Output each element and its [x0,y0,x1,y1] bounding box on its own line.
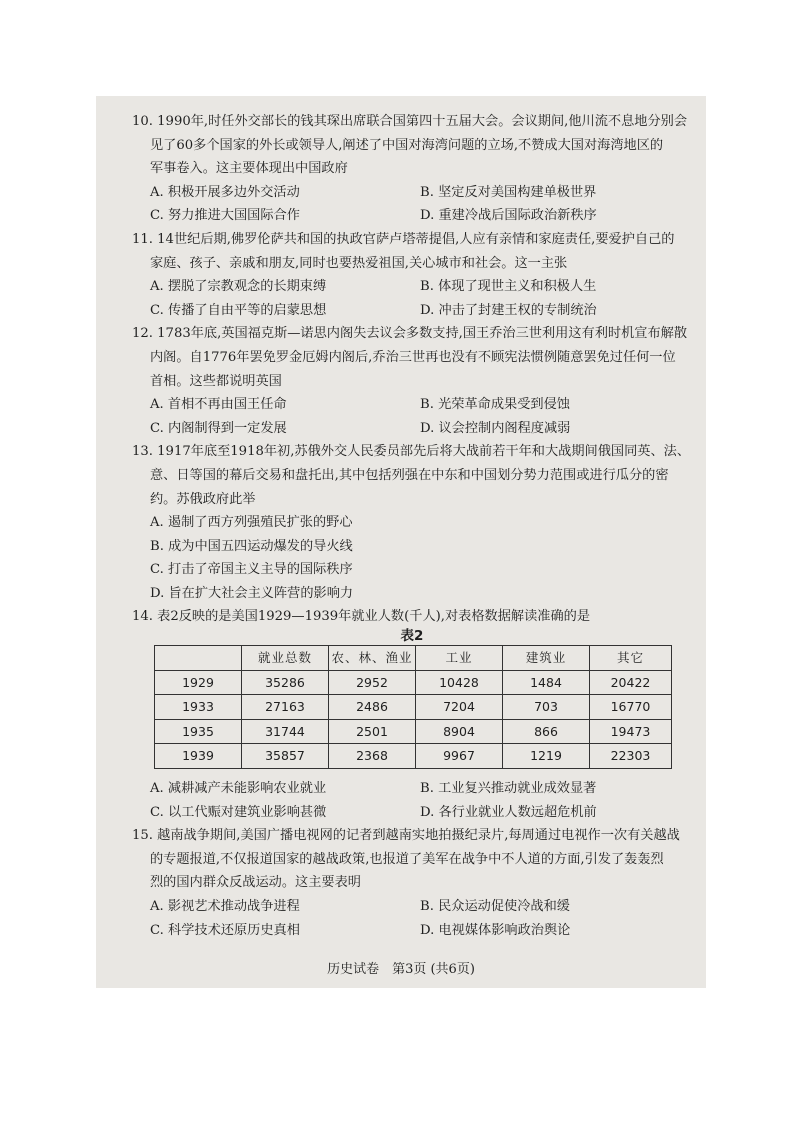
table-cell: 866 [503,719,590,744]
table-cell: 2952 [329,670,416,695]
option-b: B. 体现了现世主义和积极人生 [420,279,597,295]
question-stem-line: 13. 1917年底至1918年初,苏俄外交人民委员部先后将大战前若干年和大战期间俄国同英、法、 [132,444,691,460]
option-c: C. 打击了帝国主义主导的国际秩序 [150,562,353,578]
table-title: 表2 [400,628,424,645]
question-10 [132,110,692,228]
option-a: A. 遏制了西方列强殖民扩张的野心 [150,515,353,531]
table-header-cell: 建筑业 [503,646,590,671]
table-cell: 27163 [242,695,329,720]
question-14 [132,605,692,824]
table-cell: 703 [503,695,590,720]
options [132,275,692,322]
table-row [155,744,672,769]
question-stem-line: 的专题报道,不仅报道国家的越战政策,也报道了美军在战争中不人道的方面,引发了轰轰烈 [150,851,664,867]
option-a: A. 首相不再由国王任命 [150,397,287,413]
question-stem-line: 11. 14世纪后期,佛罗伦萨共和国的执政官萨卢塔蒂提倡,人应有亲情和家庭责任,要爱护自己的 [132,231,675,247]
option-c: C. 内阁制得到一定发展 [150,420,287,436]
table-cell: 19473 [590,719,672,744]
question-13 [132,440,692,605]
option-c: C. 努力推进大国国际合作 [150,208,300,224]
option-b: B. 民众运动促使冷战和缓 [420,899,570,914]
option-d: D. 冲击了封建王权的专制统治 [420,302,597,318]
table-header-cell: 农、林、渔业 [329,646,416,671]
option-a: A. 影视艺术推动战争进程 [150,899,300,914]
question-stem-line: 12. 1783年底,英国福克斯—诺思内阁失去议会多数支持,国王乔治三世利用这有利时机宣布解散 [132,326,688,342]
table-header-cell: 就业总数 [242,646,329,671]
question-15 [132,824,692,942]
table-cell: 9967 [416,744,503,769]
table-cell: 2368 [329,744,416,769]
options [132,777,692,824]
table-cell: 2486 [329,695,416,720]
question-stem-line: 烈的国内群众反战运动。这主要表明 [150,875,361,891]
option-a: A. 减耕减产未能影响农业就业 [150,781,327,797]
table-header-cell: 其它 [590,646,672,671]
table-row [155,695,672,720]
page-content [132,110,692,942]
table-header-row [155,646,672,671]
question-stem-line: 10. 1990年,时任外交部长的钱其琛出席联合国第四十五届大会。会议期间,他川流不息地分别会 [132,114,688,129]
option-a: A. 积极开展多边外交活动 [150,184,300,200]
options [132,895,692,942]
table-cell: 1933 [155,695,242,720]
question-stem-line: 14. 表2反映的是美国1929—1939年就业人数(千人),对表格数据解读准确的是 [132,609,591,625]
question-stem-line: 见了60多个国家的外长或领导人,阐述了中国对海湾问题的立场,不赞成大国对海湾地区的 [150,137,664,153]
table-cell: 1929 [155,670,242,695]
table-cell: 1219 [503,744,590,769]
option-c: C. 科学技术还原历史真相 [150,922,300,938]
employment-table [154,645,672,769]
spacer [132,769,692,777]
table-row [155,670,672,695]
question-stem-line: 意、日等国的幕后交易和盘托出,其中包括列强在中东和中国划分势力范围或进行瓜分的密 [150,467,669,483]
table-cell: 22303 [590,744,672,769]
table-cell: 8904 [416,719,503,744]
options [132,181,692,228]
question-stem-line: 约。苏俄政府此举 [150,491,256,507]
option-b: B. 成为中国五四运动爆发的导火线 [150,538,353,554]
table-header-cell: 工业 [416,646,503,671]
exam-page [96,96,706,988]
option-c: C. 以工代赈对建筑业影响甚微 [150,804,327,820]
option-d: D. 旨在扩大社会主义阵营的影响力 [150,585,354,601]
option-d: D. 电视媒体影响政治舆论 [420,922,571,938]
table-header-cell [155,646,242,671]
table-cell: 1935 [155,719,242,744]
table-cell: 16770 [590,695,672,720]
table-cell: 10428 [416,670,503,695]
option-d: D. 各行业就业人数远超危机前 [420,804,597,820]
option-b: B. 工业复兴推动就业成效显著 [420,781,597,797]
table-cell: 35286 [242,670,329,695]
page-footer: 历史试卷 第3页 (共6页) [327,962,475,977]
option-a: A. 摆脱了宗教观念的长期束缚 [150,279,327,295]
table-cell: 1484 [503,670,590,695]
question-stem-line: 15. 越南战争期间,美国广播电视网的记者到越南实地拍摄纪录片,每周通过电视作一次有关越战 [132,828,680,844]
option-d: D. 重建冷战后国际政治新秩序 [420,208,597,224]
options [132,511,692,605]
option-c: C. 传播了自由平等的启蒙思想 [150,302,327,318]
table-cell: 2501 [329,719,416,744]
question-stem-line: 家庭、孩子、亲戚和朋友,同时也要热爱祖国,关心城市和社会。这一主张 [150,255,568,271]
option-b: B. 光荣革命成果受到侵蚀 [420,397,570,413]
table-cell: 20422 [590,670,672,695]
question-stem-line: 首相。这些都说明英国 [150,373,282,389]
options [132,393,692,440]
question-stem-line: 内阁。自1776年罢免罗金厄姆内阁后,乔治三世再也没有不顾宪法惯例随意罢免过任何一位 [150,349,676,365]
option-b: B. 坚定反对美国构建单极世界 [420,184,597,200]
table-cell: 35857 [242,744,329,769]
table-cell: 31744 [242,719,329,744]
table-cell: 1939 [155,744,242,769]
question-12 [132,322,692,440]
question-stem-line: 军事卷入。这主要体现出中国政府 [150,161,348,177]
question-11 [132,228,692,322]
table-row [155,719,672,744]
table-cell: 7204 [416,695,503,720]
option-d: D. 议会控制内阁程度减弱 [420,420,571,436]
